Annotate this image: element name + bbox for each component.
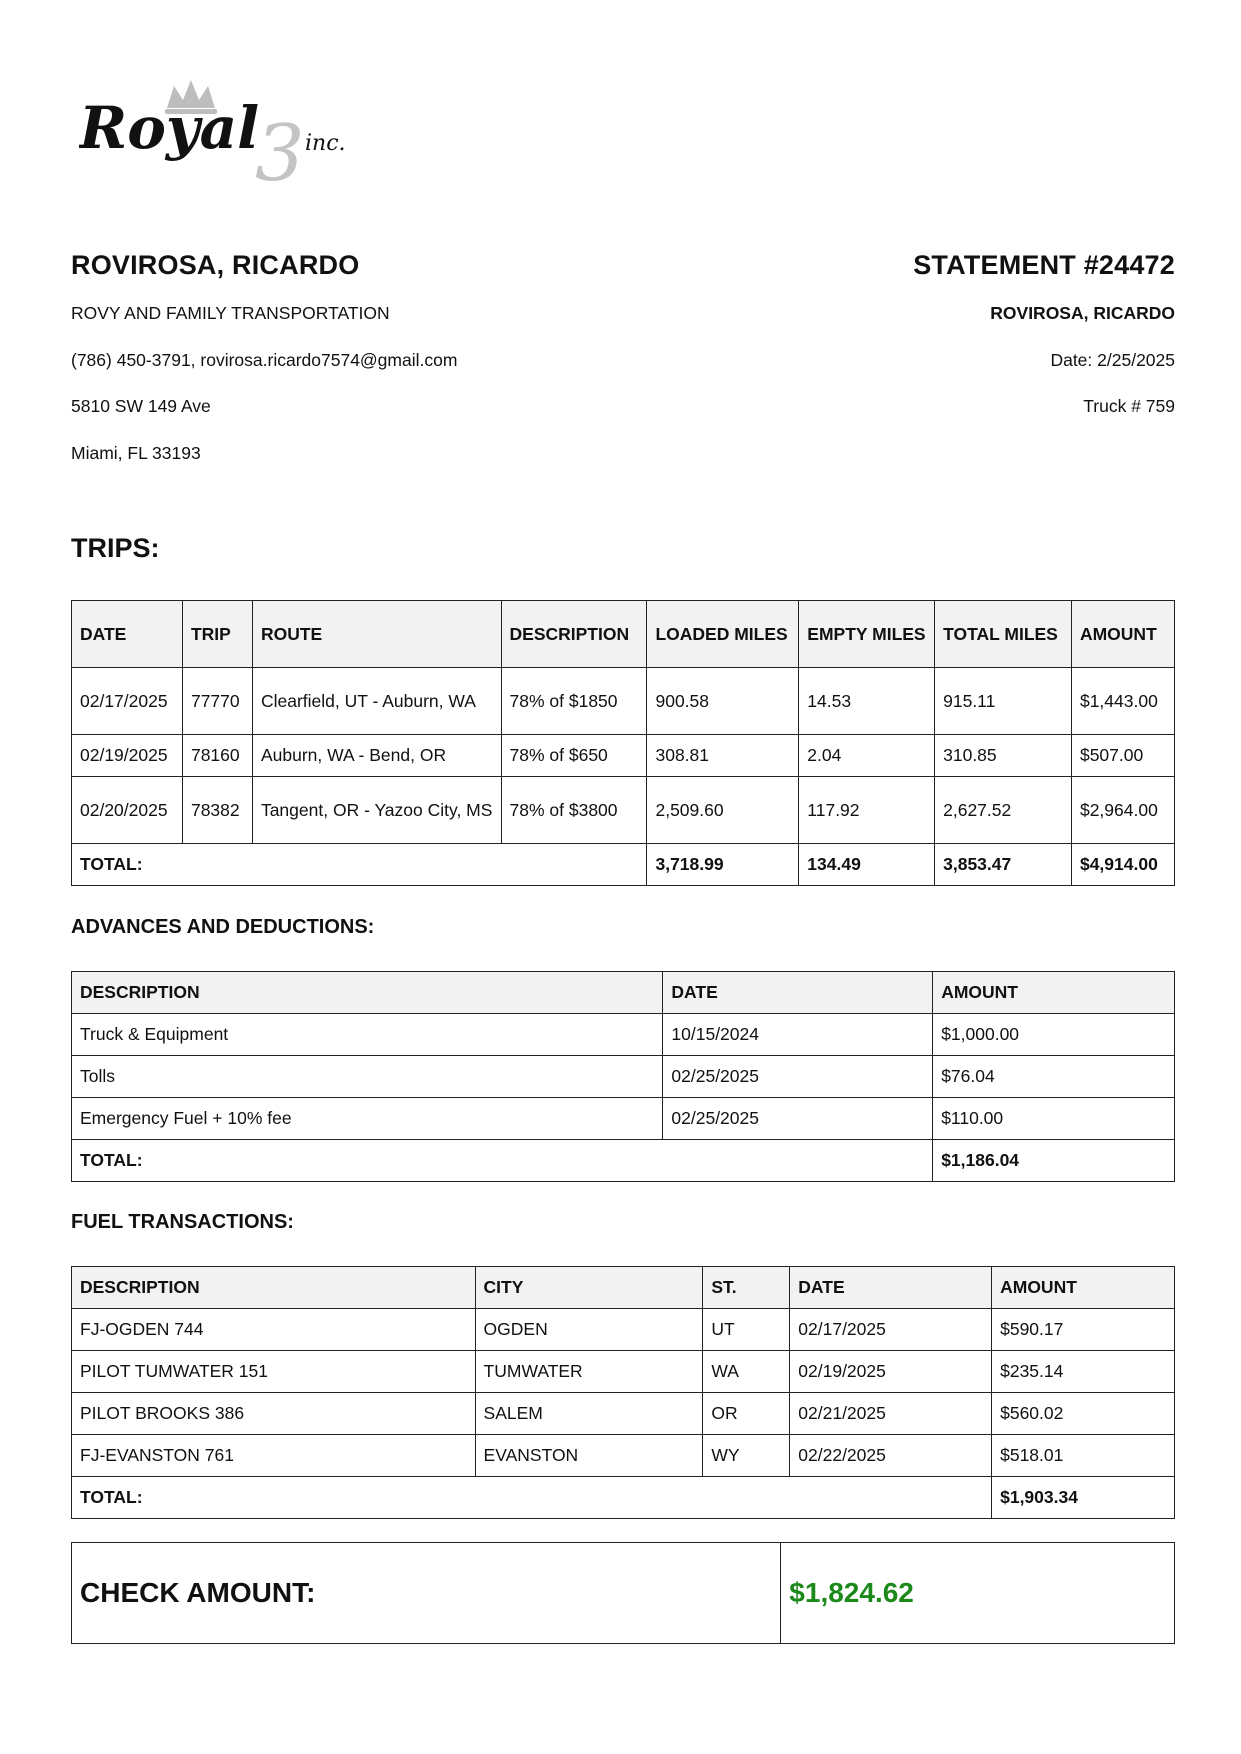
fuel-city: OGDEN: [475, 1309, 703, 1351]
col-header: ST.: [703, 1267, 790, 1309]
driver-company: ROVY AND FAMILY TRANSPORTATION: [71, 303, 390, 323]
trip-route: Clearfield, UT - Auburn, WA: [252, 668, 501, 735]
table-row: [72, 1393, 1175, 1435]
col-header: DATE: [663, 972, 933, 1014]
fuel-table: [71, 1266, 1175, 1519]
table-header-row: [72, 1267, 1175, 1309]
col-header: LOADED MILES: [647, 601, 799, 668]
fuel-description: PILOT BROOKS 386: [72, 1393, 476, 1435]
total-loaded-miles: 3,718.99: [647, 844, 799, 886]
trip-number: 78382: [182, 777, 252, 844]
driver-address-line2: Miami, FL 33193: [71, 442, 201, 463]
trip-date: 02/20/2025: [72, 777, 183, 844]
total-amount: $4,914.00: [1071, 844, 1174, 886]
table-row: [72, 777, 1175, 844]
trips-table: [71, 600, 1175, 886]
deduction-description: Tolls: [72, 1056, 663, 1098]
total-label: TOTAL:: [72, 1477, 992, 1519]
col-header: EMPTY MILES: [799, 601, 935, 668]
deduction-amount: $1,000.00: [933, 1014, 1175, 1056]
fuel-date: 02/17/2025: [790, 1309, 992, 1351]
deductions-table: [71, 971, 1175, 1182]
logo-numeral: 3: [255, 109, 305, 198]
table-row: [72, 1309, 1175, 1351]
deduction-date: 02/25/2025: [663, 1056, 933, 1098]
total-label: TOTAL:: [72, 844, 647, 886]
fuel-date: 02/22/2025: [790, 1435, 992, 1477]
trip-description: 78% of $1850: [501, 668, 647, 735]
col-header: AMOUNT: [1071, 601, 1174, 668]
trip-number: 78160: [182, 735, 252, 777]
col-header: CITY: [475, 1267, 703, 1309]
statement-title: STATEMENT #24472: [913, 250, 1175, 280]
fuel-city: SALEM: [475, 1393, 703, 1435]
total-miles: 3,853.47: [935, 844, 1072, 886]
fuel-state: UT: [703, 1309, 790, 1351]
trip-date: 02/19/2025: [72, 735, 183, 777]
statement-info: [913, 250, 1175, 443]
total-row: [72, 1140, 1175, 1182]
fuel-date: 02/21/2025: [790, 1393, 992, 1435]
fuel-state: WA: [703, 1351, 790, 1393]
fuel-amount: $235.14: [992, 1351, 1175, 1393]
col-header: DESCRIPTION: [501, 601, 647, 668]
fuel-amount: $590.17: [992, 1309, 1175, 1351]
fuel-title: FUEL TRANSACTIONS:: [71, 1211, 294, 1233]
col-header: AMOUNT: [992, 1267, 1175, 1309]
table-row: [72, 1056, 1175, 1098]
table-row: [72, 1351, 1175, 1393]
deduction-date: 02/25/2025: [663, 1098, 933, 1140]
total-amount: $1,903.34: [992, 1477, 1175, 1519]
fuel-date: 02/19/2025: [790, 1351, 992, 1393]
col-header: ROUTE: [252, 601, 501, 668]
trip-route: Tangent, OR - Yazoo City, MS: [252, 777, 501, 844]
trip-date: 02/17/2025: [72, 668, 183, 735]
fuel-description: FJ-EVANSTON 761: [72, 1435, 476, 1477]
trip-empty-miles: 2.04: [799, 735, 935, 777]
driver-name: ROVIROSA, RICARDO: [71, 250, 360, 280]
logo-wordmark: Royal: [79, 94, 260, 162]
trip-empty-miles: 14.53: [799, 668, 935, 735]
trip-loaded-miles: 2,509.60: [647, 777, 799, 844]
deduction-description: Truck & Equipment: [72, 1014, 663, 1056]
deduction-description: Emergency Fuel + 10% fee: [72, 1098, 663, 1140]
col-header: DESCRIPTION: [72, 972, 663, 1014]
table-row: [72, 1435, 1175, 1477]
total-row: [72, 1477, 1175, 1519]
logo-suffix: inc.: [305, 131, 346, 156]
deduction-amount: $110.00: [933, 1098, 1175, 1140]
trip-description: 78% of $3800: [501, 777, 647, 844]
fuel-state: OR: [703, 1393, 790, 1435]
col-header: DATE: [790, 1267, 992, 1309]
trip-description: 78% of $650: [501, 735, 647, 777]
trip-amount: $2,964.00: [1071, 777, 1174, 844]
trip-number: 77770: [182, 668, 252, 735]
trip-loaded-miles: 900.58: [647, 668, 799, 735]
table-header-row: [72, 601, 1175, 668]
total-row: [72, 844, 1175, 886]
driver-info: [71, 250, 457, 489]
deductions-title: ADVANCES AND DEDUCTIONS:: [71, 916, 375, 938]
table-row: [72, 1014, 1175, 1056]
fuel-state: WY: [703, 1435, 790, 1477]
trip-amount: $1,443.00: [1071, 668, 1174, 735]
driver-contact: (786) 450-3791, rovirosa.ricardo7574@gmail.com: [71, 349, 458, 370]
col-header: AMOUNT: [933, 972, 1175, 1014]
royal3-logo: [79, 78, 399, 198]
statement-name: ROVIROSA, RICARDO: [990, 303, 1175, 323]
fuel-city: EVANSTON: [475, 1435, 703, 1477]
total-empty-miles: 134.49: [799, 844, 935, 886]
trip-total-miles: 915.11: [935, 668, 1072, 735]
trip-amount: $507.00: [1071, 735, 1174, 777]
fuel-city: TUMWATER: [475, 1351, 703, 1393]
col-header: DESCRIPTION: [72, 1267, 476, 1309]
fuel-amount: $560.02: [992, 1393, 1175, 1435]
fuel-description: PILOT TUMWATER 151: [72, 1351, 476, 1393]
driver-address-line1: 5810 SW 149 Ave: [71, 396, 211, 416]
col-header: TOTAL MILES: [935, 601, 1072, 668]
trips-title: TRIPS:: [71, 533, 160, 563]
table-row: [72, 735, 1175, 777]
statement-date: Date: 2/25/2025: [1050, 349, 1175, 370]
check-amount-label: CHECK AMOUNT:: [72, 1543, 781, 1644]
fuel-description: FJ-OGDEN 744: [72, 1309, 476, 1351]
trip-total-miles: 310.85: [935, 735, 1072, 777]
truck-number: Truck # 759: [1083, 396, 1175, 416]
col-header: TRIP: [182, 601, 252, 668]
col-header: DATE: [72, 601, 183, 668]
check-amount-value: $1,824.62: [781, 1543, 1175, 1644]
total-label: TOTAL:: [72, 1140, 933, 1182]
trip-total-miles: 2,627.52: [935, 777, 1072, 844]
deduction-amount: $76.04: [933, 1056, 1175, 1098]
trip-loaded-miles: 308.81: [647, 735, 799, 777]
check-amount-box: [71, 1542, 1175, 1644]
fuel-amount: $518.01: [992, 1435, 1175, 1477]
deduction-date: 10/15/2024: [663, 1014, 933, 1056]
table-header-row: [72, 972, 1175, 1014]
trip-route: Auburn, WA - Bend, OR: [252, 735, 501, 777]
table-row: [72, 1098, 1175, 1140]
total-amount: $1,186.04: [933, 1140, 1175, 1182]
trip-empty-miles: 117.92: [799, 777, 935, 844]
table-row: [72, 668, 1175, 735]
